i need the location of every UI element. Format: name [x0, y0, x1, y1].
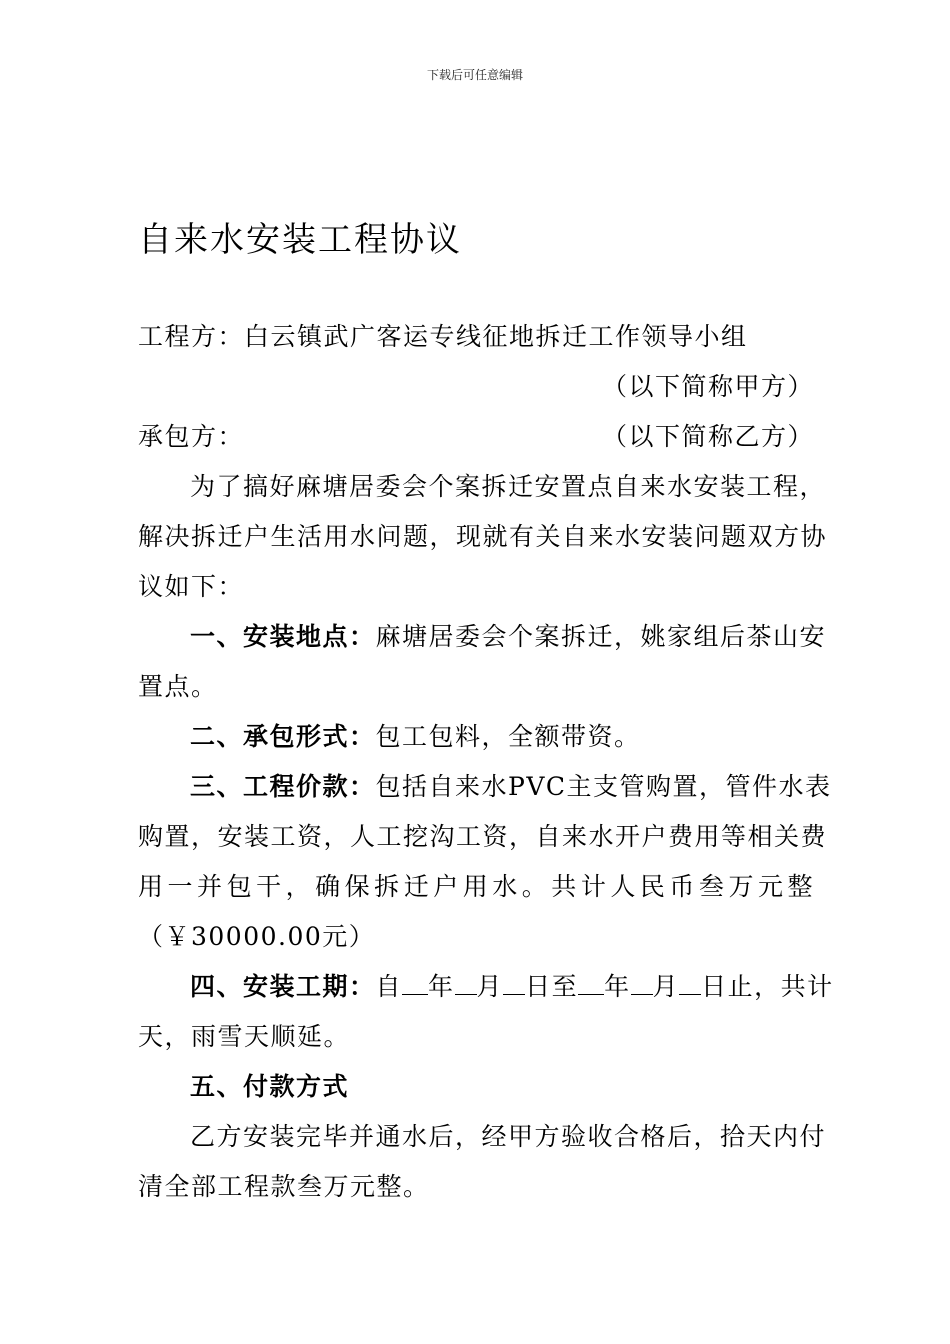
section-3-text: 包括自来水PVC主支管购置，管件水表 [375, 772, 832, 801]
party-a-alias: （以下简称甲方） [601, 372, 814, 401]
start-year-blank [402, 970, 428, 995]
section-3-line-4: （￥30000.00元） [138, 922, 376, 951]
section-3-line-3: 用一并包干，确保拆迁户用水。共计人民币叁万元整 [138, 872, 814, 901]
section-1-label: 一、安装地点： [190, 622, 376, 651]
section-5-heading [138, 1062, 814, 1112]
section-5-label: 五、付款方式 [190, 1072, 350, 1101]
section-2-label: 二、承包形式： [190, 722, 376, 751]
end-year-label: 年 [604, 972, 631, 1001]
section-5-line-2: 清全部工程款叁万元整。 [138, 1172, 430, 1201]
party-b-line [138, 412, 814, 462]
start-month-label: 月 [476, 972, 504, 1001]
document-title: 自来水安装工程协议 [138, 220, 462, 260]
section-1-line-1 [138, 612, 827, 662]
section-3-line-2: 购置，安装工资，人工挖沟工资，自来水开户费用等相关费 [138, 822, 828, 851]
intro-line-3: 议如下： [138, 572, 245, 601]
party-b-alias: （以下简称乙方） [601, 422, 814, 451]
start-day-label: 日至 [525, 972, 579, 1001]
party-a-line: 工程方：白云镇武广客运专线征地拆迁工作领导小组 [138, 322, 748, 351]
section-1-line-2: 置点。 [138, 672, 218, 701]
end-day-label: 日止，共计 [701, 972, 834, 1001]
section-3-line-1 [138, 762, 832, 812]
section-4-label: 四、安装工期： [190, 972, 376, 1001]
end-month-blank [631, 970, 653, 995]
intro-line-2: 解决拆迁户生活用水问题，现就有关自来水安装问题双方协 [138, 522, 828, 551]
start-year-label: 年 [428, 972, 455, 1001]
section-2-line [138, 712, 814, 762]
section-2-text: 包工包料，全额带资。 [375, 722, 641, 751]
section-4-line-2: 天，雨雪天顺延。 [138, 1022, 351, 1051]
intro-line-1: 为了搞好麻塘居委会个案拆迁安置点自来水安装工程， [190, 472, 827, 501]
header-note: 下载后可任意编辑 [426, 68, 523, 82]
section-4-line-1 [138, 962, 834, 1012]
end-year-blank [578, 970, 604, 995]
start-day-blank [503, 970, 525, 995]
section-5-line-1: 乙方安装完毕并通水后，经甲方验收合格后，拾天内付 [190, 1122, 827, 1151]
party-b-label: 承包方： [138, 422, 245, 451]
start-month-blank [455, 970, 477, 995]
section-1-text: 麻塘居委会个案拆迁，姚家组后茶山安 [375, 622, 827, 651]
end-month-label: 月 [652, 972, 680, 1001]
document-body [138, 312, 834, 1212]
section-4-from: 自 [375, 972, 403, 1001]
section-3-label: 三、工程价款： [190, 772, 376, 801]
end-day-blank [679, 970, 701, 995]
